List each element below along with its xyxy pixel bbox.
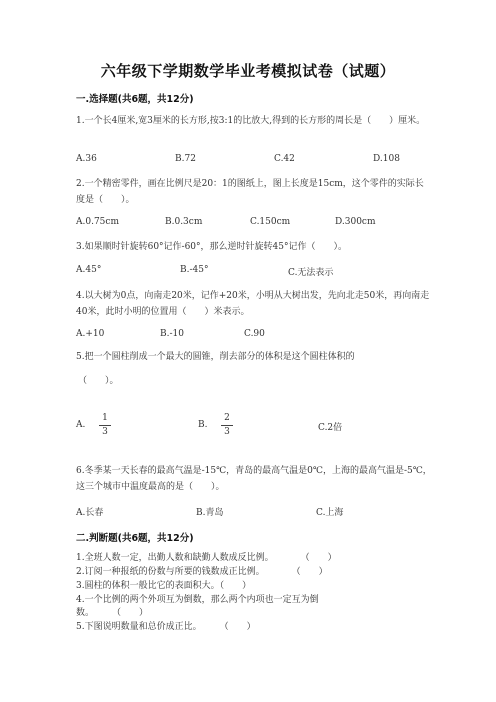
question-1-option-b[interactable]: B.72 [175,154,196,164]
question-4-text: 4.以大树为0点，向南走20米，记作+20米，小明从大树出发，先向北走50米，再向南走40米，此时小明的位置用（ ）米表示。 [76,291,430,317]
fraction-numerator: 2 [224,413,230,423]
question-4-option-a[interactable]: A.+10 [76,329,105,339]
question-3-option-b[interactable]: B.-45° [180,265,209,275]
question-5-option-b-fraction [221,413,233,438]
section-heading-choice: 一.选择题(共6题，共12分) [76,94,194,105]
question-2-option-c[interactable]: C.150cm [250,217,291,227]
question-4-option-c[interactable]: C.90 [244,329,265,339]
fraction-bar [221,425,233,426]
judgement-item-1: 1.全班人数一定，出勤人数和缺勤人数成反比例。 （ ） [76,553,337,563]
page-title: 六年级下学期数学毕业考模拟试卷（试题） [100,62,396,80]
question-5-option-b[interactable]: B. [198,420,208,430]
judgement-item-4: 4.一个比例的两个外项互为倒数，那么两个内项也一定互为倒 [76,595,319,605]
question-5-option-c[interactable]: C.2倍 [318,423,343,433]
fraction-bar [99,425,111,426]
question-5-text: 5.把一个圆柱削成一个最大的圆锥，削去部分的体积是这个圆柱体积的 [76,352,355,362]
question-3-text: 3.如果顺时针旋转60°记作-60°，那么逆时针旋转45°记作（ ）。 [76,242,347,252]
question-1-option-c[interactable]: C.42 [274,154,295,164]
question-2-option-b[interactable]: B.0.3cm [165,217,203,227]
question-5-option-a[interactable]: A. [76,420,86,430]
question-6-text: 6.冬季某一天长春的最高气温是-15℃，青岛的最高气温是0℃，上海的最高气温是-5℃，这三个城市中温度最高的是（ ）。 [76,466,432,492]
fraction-numerator: 1 [102,413,108,423]
judgement-item-2: 2.订阅一种报纸的份数与所要的钱数成正比例。 （ ） [76,567,328,577]
judgement-item-4-continued: 数。 （ ） [76,608,149,618]
question-1-text: 1.一个长4厘米,宽3厘米的长方形,按3:1的比放大,得到的长方形的周长是（ ）厘米。 [76,116,426,126]
question-6-option-c[interactable]: C.上海 [316,508,344,518]
question-3-option-c[interactable]: C.无法表示 [288,268,334,278]
question-2-text: 2.一个精密零件，画在比例尺是20：1的图纸上，图上长度是15cm，这个零件的实际长度是（ ）。 [76,179,424,205]
question-2-option-d[interactable]: D.300cm [335,217,376,227]
question-5-option-a-fraction [99,413,111,438]
fraction-denominator: 3 [224,427,230,437]
judgement-item-3: 3.圆柱的体积一般比它的表面积大。（ ） [76,581,252,591]
fraction-denominator: 3 [102,427,108,437]
question-1-option-a[interactable]: A.36 [76,154,97,164]
section-heading-judgement: 二.判断题(共6题，共12分) [76,533,194,544]
question-3-option-a[interactable]: A.45° [76,265,102,275]
question-5-blank: （ ）。 [78,376,119,386]
question-4-option-b[interactable]: B.-10 [160,329,184,339]
question-6-option-b[interactable]: B.青岛 [196,508,224,518]
question-6-option-a[interactable]: A.长春 [76,508,104,518]
question-1-option-d[interactable]: D.108 [373,154,400,164]
question-2-option-a[interactable]: A.0.75cm [76,217,119,227]
judgement-item-5: 5.下图说明数量和总价成正比。 （ ） [76,622,256,632]
